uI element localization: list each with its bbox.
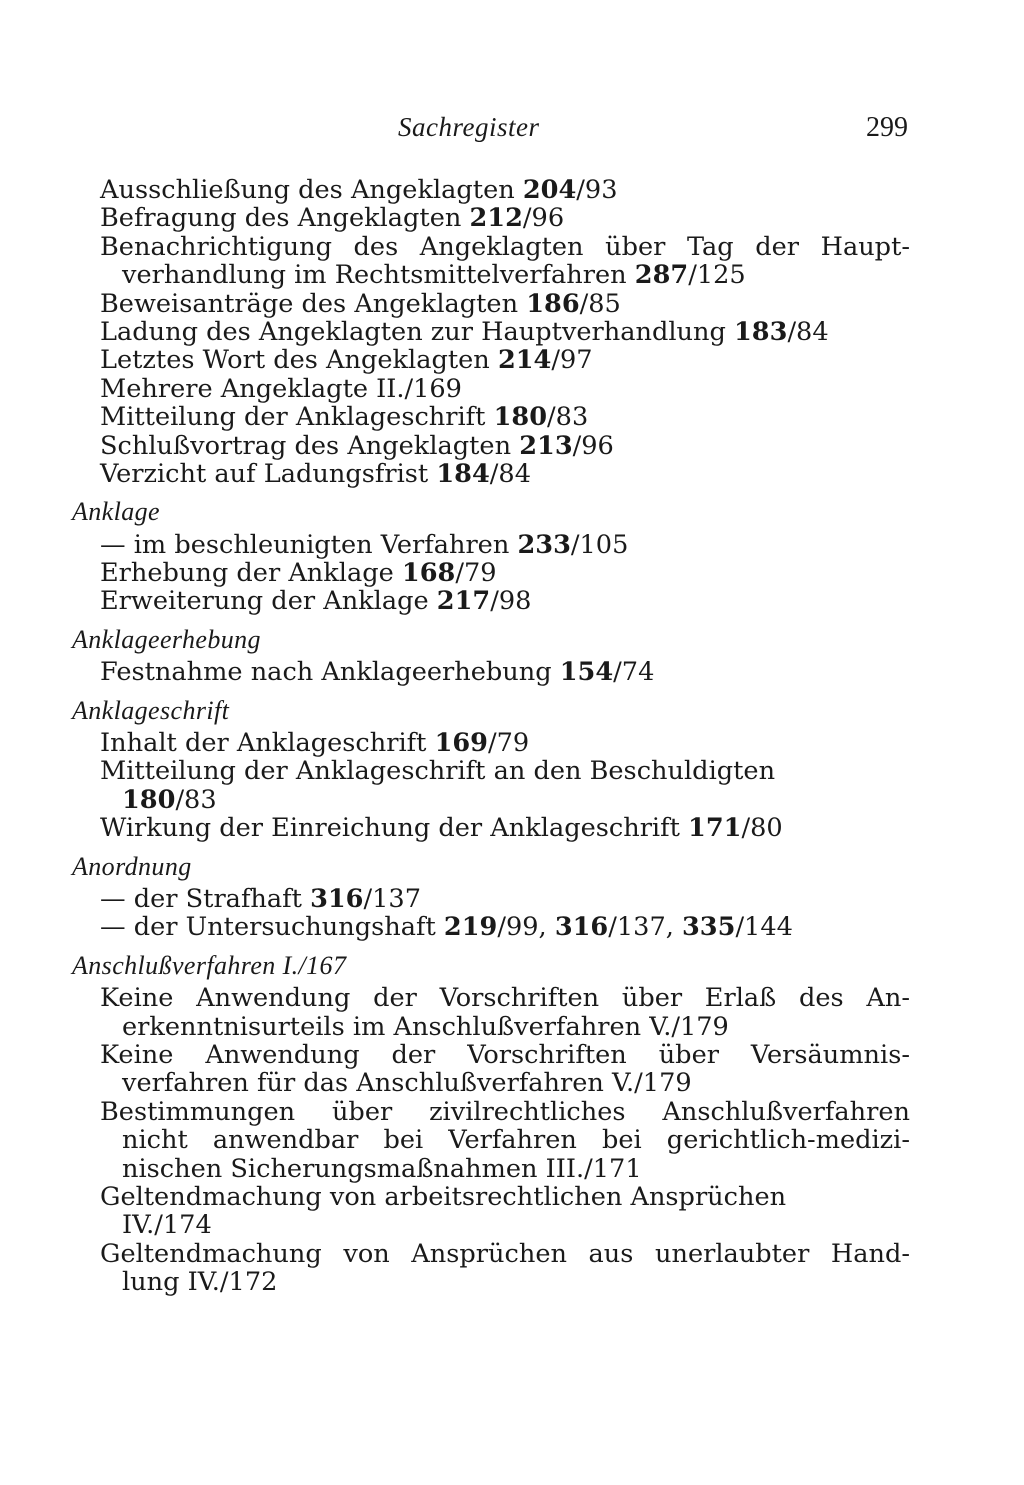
entry-text: verhandlung im Rechtsmittelverfahren	[122, 260, 635, 291]
entry-text: Schlußvortrag des Angeklagten	[100, 430, 520, 461]
paragraph-number: 217	[436, 586, 491, 617]
index-line	[100, 658, 1024, 686]
paragraph-number: 316	[554, 912, 609, 943]
entry-text: /137,	[608, 912, 682, 943]
index-heading-text	[72, 696, 229, 725]
entry-text: Verzicht auf Ladungsfrist	[100, 458, 437, 489]
index-line	[100, 885, 1024, 913]
index-line-text	[122, 1068, 692, 1098]
index-line-text	[122, 1012, 729, 1042]
paragraph-number: 180	[493, 402, 548, 433]
index-line-text	[100, 884, 421, 914]
entry-text: /144	[735, 912, 793, 943]
entry-text: Erweiterung der Anklage	[100, 586, 437, 617]
index-line	[100, 375, 1024, 403]
paragraph-number: 154	[559, 657, 614, 688]
paragraph-number: 168	[401, 558, 456, 589]
page-number: 299	[866, 112, 908, 143]
index-line	[122, 1268, 1024, 1296]
entry-text: Festnahme nach Anklageerhebung	[100, 657, 560, 688]
index-line-text	[100, 586, 531, 616]
index-line	[122, 1126, 1024, 1154]
index-line	[100, 757, 1024, 785]
paragraph-number: 184	[436, 458, 490, 489]
entry-text: Benachrichtigung des Angeklagten über Tag der Haupt-	[100, 231, 910, 262]
entry-text: Ausschließung des Angeklagten	[100, 175, 523, 205]
paragraph-number: 186	[526, 288, 580, 319]
entry-text: /96	[572, 430, 614, 461]
index-line-text	[100, 233, 910, 261]
index-heading-text	[72, 625, 261, 654]
index-line	[100, 559, 1024, 587]
index-line	[100, 290, 1024, 318]
index-line	[100, 233, 1024, 261]
index-line-text	[100, 728, 529, 758]
index-line-text	[122, 260, 746, 290]
index-line	[100, 1098, 1024, 1126]
index-line-text	[100, 813, 783, 843]
index-line-text	[122, 1126, 910, 1154]
index-heading-text	[72, 497, 160, 526]
entry-text: Anschlußverfahren I./167	[72, 950, 347, 980]
entry-text: /98	[490, 586, 532, 617]
entry-text: Mitteilung der Anklageschrift an den Beschuldigten	[100, 756, 776, 787]
index-line-text	[100, 756, 775, 786]
paragraph-number: 233	[517, 529, 571, 560]
entry-text: — der Strafhaft	[100, 883, 311, 914]
entry-text: Mitteilung der Anklageschrift	[100, 402, 494, 433]
index-heading-text	[72, 951, 346, 980]
entry-text: /85	[579, 288, 621, 319]
index-line	[100, 176, 1024, 204]
entry-text: verfahren für das Anschlußverfahren V./179	[122, 1068, 692, 1099]
entry-text: /84	[489, 458, 531, 489]
index-heading-text	[72, 852, 192, 881]
entry-text: Ladung des Angeklagten zur Hauptverhandlung	[100, 316, 734, 347]
index-line	[100, 984, 1024, 1012]
entry-text: /83	[175, 784, 217, 815]
index-line-text	[100, 984, 910, 1012]
index-line-text	[100, 1098, 910, 1126]
entry-text: Inhalt der Anklageschrift	[100, 728, 435, 759]
index-heading	[72, 952, 1024, 980]
index-line	[100, 1240, 1024, 1268]
paragraph-number: 171	[688, 813, 742, 844]
entry-text: /79	[488, 728, 530, 759]
entry-text: Wirkung der Einreichung der Anklageschrift	[100, 813, 689, 844]
entry-text: /80	[741, 813, 783, 844]
entry-text: Bestimmungen über zivilrechtliches Anschlußverfahren	[100, 1096, 910, 1127]
index-line	[100, 403, 1024, 431]
index-line	[122, 1013, 1024, 1041]
index-line-text	[100, 374, 462, 404]
entry-text: /137	[363, 883, 421, 914]
entry-text: — der Untersuchungshaft	[100, 912, 444, 943]
index-line-text	[100, 345, 593, 375]
index-line	[100, 346, 1024, 374]
index-line	[100, 318, 1024, 346]
index-line-text	[100, 558, 497, 588]
entry-text: /96	[522, 203, 565, 234]
entry-text: /125	[688, 260, 746, 291]
index-line	[100, 1183, 1024, 1211]
index-line	[100, 913, 1024, 941]
index-line	[100, 814, 1024, 842]
index-line-text	[100, 1182, 786, 1212]
entry-text: Anklage	[72, 497, 160, 527]
entry-text: /99,	[497, 912, 555, 943]
entry-text: erkenntnisurteils im Anschlußverfahren V./179	[122, 1011, 729, 1042]
entry-text: nicht anwendbar bei Verfahren bei gerichtlich-medizi-	[122, 1125, 910, 1156]
running-head-title: Sachregister	[398, 112, 540, 142]
index-line-text	[122, 1154, 642, 1184]
entry-text: Anordnung	[72, 851, 192, 881]
index-line	[122, 786, 1024, 814]
index-line	[100, 1041, 1024, 1069]
entry-text: /93	[576, 175, 618, 205]
paragraph-number: 335	[682, 912, 736, 943]
entry-text: Geltendmachung von arbeitsrechtlichen Ansprüchen	[100, 1181, 787, 1212]
index-line-text	[100, 175, 617, 205]
index-heading	[72, 498, 1024, 526]
paragraph-number: 214	[497, 345, 552, 376]
index-line-text	[100, 1041, 910, 1069]
index-heading	[72, 697, 1024, 725]
entry-text: /79	[455, 558, 497, 589]
entry-text: /105	[570, 529, 629, 560]
paragraph-number: 204	[522, 175, 577, 205]
running-head	[0, 112, 1024, 148]
paragraph-number: 213	[519, 430, 573, 461]
entry-text: Anklageschrift	[72, 695, 230, 725]
paragraph-number: 316	[310, 883, 364, 914]
entry-text: Befragung des Angeklagten	[100, 203, 470, 234]
entry-text: Erhebung der Anklage	[100, 558, 402, 589]
paragraph-number: 183	[734, 316, 788, 347]
index-line	[100, 460, 1024, 488]
entry-text: IV./174	[122, 1210, 212, 1241]
index-line-text	[100, 459, 531, 489]
index-heading	[72, 626, 1024, 654]
entry-text: /84	[787, 316, 829, 347]
index-line-text	[100, 289, 621, 319]
index-line-text	[100, 431, 614, 461]
entry-text: /74	[613, 657, 655, 688]
index-line-text	[100, 317, 829, 347]
index-line	[100, 729, 1024, 757]
paragraph-number: 169	[434, 728, 488, 759]
entry-text: Beweisanträge des Angeklagten	[100, 288, 527, 319]
entry-text: Geltendmachung von Ansprüchen aus unerlaubter Hand-	[100, 1238, 910, 1269]
entry-text: Keine Anwendung der Vorschriften über Erlaß des An-	[100, 983, 910, 1014]
index-entries	[0, 176, 1024, 1296]
entry-text: /83	[547, 402, 589, 433]
entry-text: Anklageerhebung	[72, 624, 261, 654]
index-line-text	[122, 785, 217, 815]
entry-text: nischen Sicherungsmaßnahmen III./171	[122, 1153, 642, 1184]
index-line-text	[100, 1240, 910, 1268]
index-line-text	[122, 1210, 212, 1240]
index-line-text	[100, 402, 588, 432]
index-line-text	[100, 203, 564, 233]
entry-text: /97	[551, 345, 593, 376]
index-line	[100, 432, 1024, 460]
paragraph-number: 287	[634, 260, 689, 291]
paragraph-number: 212	[469, 203, 523, 234]
index-line	[100, 587, 1024, 615]
index-line	[100, 204, 1024, 232]
index-line-text	[122, 1267, 277, 1297]
index-line-text	[100, 657, 654, 687]
entry-text: Mehrere Angeklagte II./169	[100, 373, 462, 404]
index-line	[122, 261, 1024, 289]
paragraph-number: 180	[122, 784, 176, 815]
index-line-text	[100, 530, 628, 560]
entry-text: — im beschleunigten Verfahren	[100, 529, 518, 560]
index-line	[122, 1069, 1024, 1097]
index-line	[122, 1155, 1024, 1183]
index-heading	[72, 853, 1024, 881]
index-line-text	[100, 912, 793, 942]
entry-text: lung IV./172	[122, 1267, 278, 1298]
index-line	[122, 1211, 1024, 1239]
index-line	[100, 531, 1024, 559]
paragraph-number: 219	[443, 912, 498, 943]
entry-text: Letztes Wort des Angeklagten	[100, 345, 498, 376]
entry-text: Keine Anwendung der Vorschriften über Versäumnis-	[100, 1039, 910, 1070]
